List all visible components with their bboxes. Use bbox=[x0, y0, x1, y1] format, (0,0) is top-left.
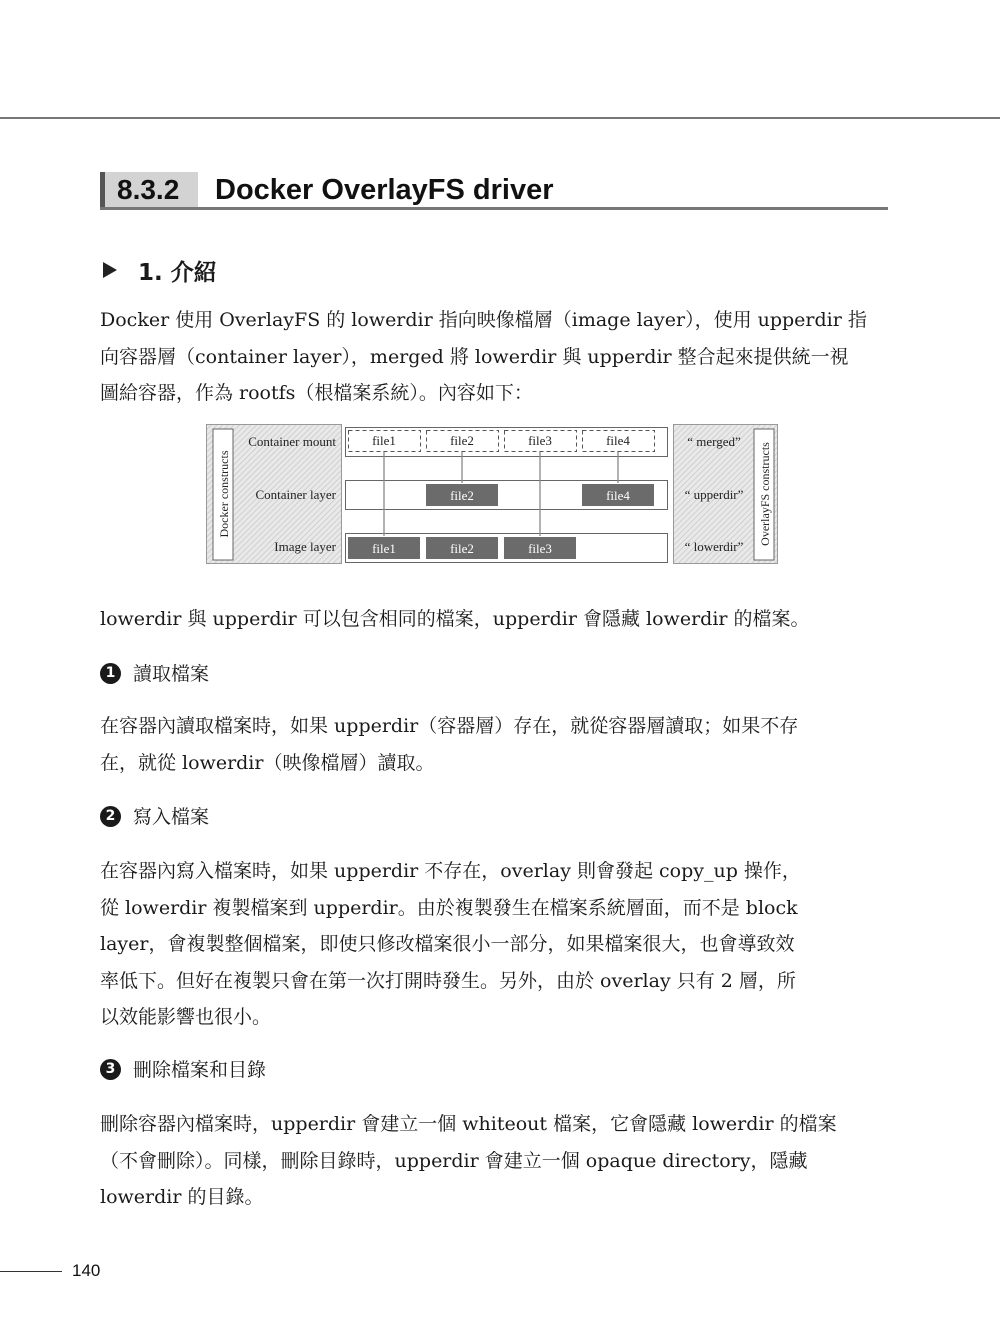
section-heading bbox=[100, 172, 888, 210]
item-paragraph-read bbox=[100, 708, 888, 781]
lower-file-label: file3 bbox=[528, 541, 552, 556]
summary-paragraph bbox=[100, 601, 888, 638]
docker-constructs-label: Docker constructs bbox=[217, 450, 231, 538]
paragraph-line: 刪除容器內檔案時，upperdir 會建立一個 whiteout 檔案，它會隱藏 lowerdir 的檔案 bbox=[100, 1113, 837, 1135]
lower-file-label: file1 bbox=[372, 541, 396, 556]
intro-line: 圖給容器，作為 rootfs（根檔案系統）。內容如下： bbox=[100, 382, 533, 404]
item-paragraph-write bbox=[100, 853, 888, 1036]
footer-rule bbox=[0, 1271, 62, 1272]
summary-line: lowerdir 與 upperdir 可以包含相同的檔案，upperdir 會隱藏 lowerdir 的檔案。 bbox=[100, 608, 810, 630]
number-badge-icon: 3 bbox=[100, 1059, 121, 1080]
overlayfs-constructs-label: OverlayFS constructs bbox=[758, 442, 772, 546]
paragraph-line: 率低下。但好在複製只會在第一次打開時發生。另外，由於 overlay 只有 2 層，所 bbox=[100, 969, 796, 992]
overlay-label-upperdir: “ upperdir” bbox=[684, 487, 744, 502]
number-badge-icon: 2 bbox=[100, 806, 121, 827]
number-badge-icon: 1 bbox=[100, 663, 121, 684]
overlay-label-lowerdir: “ lowerdir” bbox=[684, 539, 744, 554]
merged-file-label: file1 bbox=[372, 433, 396, 448]
lower-file-label: file2 bbox=[450, 541, 474, 556]
paragraph-line: 在，就從 lowerdir（映像檔層）讀取。 bbox=[100, 751, 435, 774]
paragraph-line: （不會刪除）。同樣，刪除目錄時，upperdir 會建立一個 opaque directory，隱藏 bbox=[100, 1149, 808, 1172]
overlay-label-merged: “ merged” bbox=[687, 434, 741, 449]
upper-file-label: file2 bbox=[450, 488, 474, 503]
section-number: 8.3.2 bbox=[117, 174, 180, 205]
intro-line: Docker 使用 OverlayFS 的 lowerdir 指向映像檔層（image layer），使用 upperdir 指 bbox=[100, 309, 867, 331]
overlayfs-diagram bbox=[206, 424, 780, 566]
intro-line: 向容器層（container layer），merged 將 lowerdir 與 upperdir 整合起來提供統一視 bbox=[100, 345, 849, 368]
paragraph-line: 以效能影響也很小。 bbox=[100, 1006, 272, 1028]
row-label-image-layer: Image layer bbox=[274, 539, 336, 554]
section-title: Docker OverlayFS driver bbox=[215, 174, 554, 206]
page-number: 140 bbox=[72, 1261, 101, 1280]
item-paragraph-delete bbox=[100, 1106, 888, 1216]
intro-paragraph bbox=[100, 302, 888, 412]
item-title: 讀取檔案 bbox=[133, 663, 210, 685]
merged-file-label: file2 bbox=[450, 433, 474, 448]
paragraph-line: lowerdir 的目錄。 bbox=[100, 1186, 264, 1208]
merged-file-label: file3 bbox=[528, 433, 552, 448]
paragraph-line: 從 lowerdir 複製檔案到 upperdir。由於複製發生在檔案系統層面，而不是 block bbox=[100, 896, 798, 919]
subsection-title: 1. 介紹 bbox=[138, 260, 217, 286]
top-rule bbox=[0, 117, 1000, 119]
section-number-box bbox=[100, 172, 198, 207]
item-title: 刪除檔案和目錄 bbox=[133, 1059, 267, 1081]
paragraph-line: 在容器內讀取檔案時，如果 upperdir（容器層）存在，就從容器層讀取；如果不存 bbox=[100, 715, 799, 737]
triangle-bullet-icon bbox=[103, 262, 117, 278]
paragraph-line: 在容器內寫入檔案時，如果 upperdir 不存在，overlay 則會發起 copy_up 操作， bbox=[100, 860, 801, 882]
merged-file-label: file4 bbox=[606, 433, 630, 448]
paragraph-line: layer，會複製整個檔案，即使只修改檔案很小一部分，如果檔案很大，也會導致效 bbox=[100, 933, 795, 955]
row-label-container-mount: Container mount bbox=[248, 434, 336, 449]
item-title: 寫入檔案 bbox=[133, 806, 210, 828]
upper-file-label: file4 bbox=[606, 488, 630, 503]
row-label-container-layer: Container layer bbox=[255, 487, 336, 502]
